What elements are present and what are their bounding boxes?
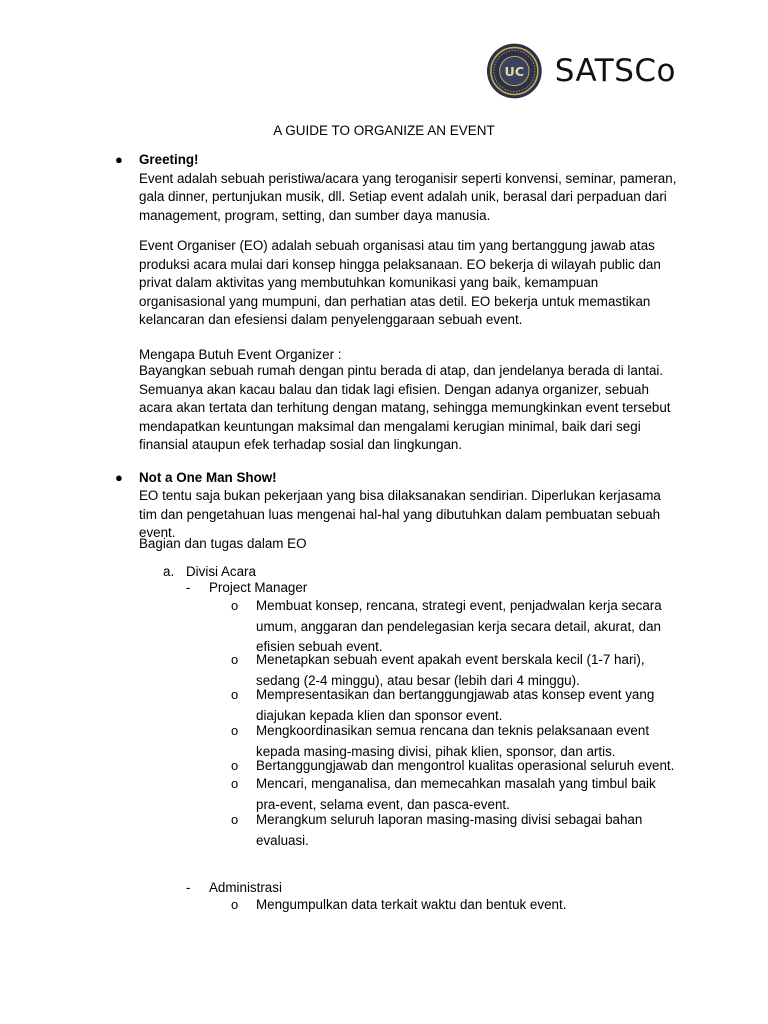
circle-bullet-icon: o <box>231 812 239 827</box>
task-item: Mengumpulkan data terkait waktu dan bentuk event. <box>256 897 567 912</box>
task-item: Bertanggungjawab dan mengontrol kualitas operasional seluruh event. <box>256 758 675 773</box>
task-item: Menetapkan sebuah event apakah event berskala kecil (1-7 hari), sedang (2-4 minggu), atau besar (lebih dari 4 minggu). <box>256 652 645 688</box>
paragraph-teamwork: EO tentu saja bukan pekerjaan yang bisa dilaksanakan sendirian. Diperlukan kerjasama tim dan pengetahuan luas mengenai hal-hal yang dibutuhkan dalam pembuatan sebuah event. <box>139 488 661 541</box>
circle-bullet-icon: o <box>231 758 239 773</box>
circle-bullet-icon: o <box>231 897 239 912</box>
circle-bullet-icon: o <box>231 598 239 613</box>
role-administrasi: Administrasi <box>209 880 282 895</box>
division-label: Divisi Acara <box>186 564 256 579</box>
bullet-icon: ● <box>115 152 123 167</box>
task-item: Merangkum seluruh laporan masing-masing divisi sebagai bahan evaluasi. <box>256 812 643 848</box>
paragraph-eo-definition: Event Organiser (EO) adalah sebuah organisasi atau tim yang bertanggung jawab atas produksi acara mulai dari konsep hingga pelaksanaan. EO bekerja di wilayah public dan privat dalam aktivitas yang membutuhkan komunikasi yang baik, kemampuan organisasional yang mumpuni, dan perhatian atas detil. EO bekerja untuk memastikan kelancaran dan efesiensi dalam penyelenggaraan sebuah event. <box>139 238 661 328</box>
paragraph-why-eo: Bayangkan sebuah rumah dengan pintu berada di atap, dan jendelanya berada di lantai. Semuanya akan kacau balau dan tidak lagi efisien. Dengan adanya organizer, sebuah acara akan tertata dan terhitung dengan matang, sehingga memungkinkan event tersebut mendapatkan keuntungan maksimal dan mengalami kerugian minimal, baik dari segi finansial ataupun efek terhadap sosial dan lingkungan. <box>139 363 671 453</box>
circle-bullet-icon: o <box>231 687 239 702</box>
logo-wordmark: SATSCo <box>554 53 676 89</box>
role-marker: - <box>186 880 191 895</box>
section-heading-greeting: Greeting! <box>139 152 199 167</box>
paragraph-event-definition: Event adalah sebuah peristiwa/acara yang teroganisir seperti konvensi, seminar, pameran, gala dinner, pertunjukan musik, dll. Setiap event adalah unik, berasal dari perpaduan dari management, program, setting, dan sumber daya manusia. <box>139 170 677 223</box>
section-heading-teamwork: Not a One Man Show! <box>139 470 277 485</box>
list-marker-a: a. <box>163 564 175 579</box>
bullet-icon: ● <box>115 470 123 485</box>
seal-text: UC <box>504 63 525 79</box>
role-marker: - <box>186 580 191 595</box>
uc-seal-icon <box>486 42 543 100</box>
subheading-why-eo: Mengapa Butuh Event Organizer : <box>139 347 342 362</box>
circle-bullet-icon: o <box>231 652 239 667</box>
circle-bullet-icon: o <box>231 776 239 791</box>
circle-bullet-icon: o <box>231 723 239 738</box>
task-item: Mencari, menganalisa, dan memecahkan masalah yang timbul baik pra-event, selama event, dan pasca-event. <box>256 776 656 812</box>
task-item: Mengkoordinasikan semua rencana dan teknis pelaksanaan event kepada masing-masing divisi, pihak klien, sponsor, dan artis. <box>256 723 650 759</box>
task-item: Mempresentasikan dan bertanggungjawab atas konsep event yang diajukan kepada klien dan sponsor event. <box>256 687 655 723</box>
role-project-manager: Project Manager <box>209 580 308 595</box>
document-title: A GUIDE TO ORGANIZE AN EVENT <box>273 123 495 138</box>
label-bagian-tugas: Bagian dan tugas dalam EO <box>139 536 307 551</box>
satsco-logo <box>486 42 676 100</box>
task-item: Membuat konsep, rencana, strategi event, penjadwalan kerja secara umum, anggaran dan pendelegasian kerja secara detail, akurat, dan efisien sebuah event. <box>256 598 662 655</box>
